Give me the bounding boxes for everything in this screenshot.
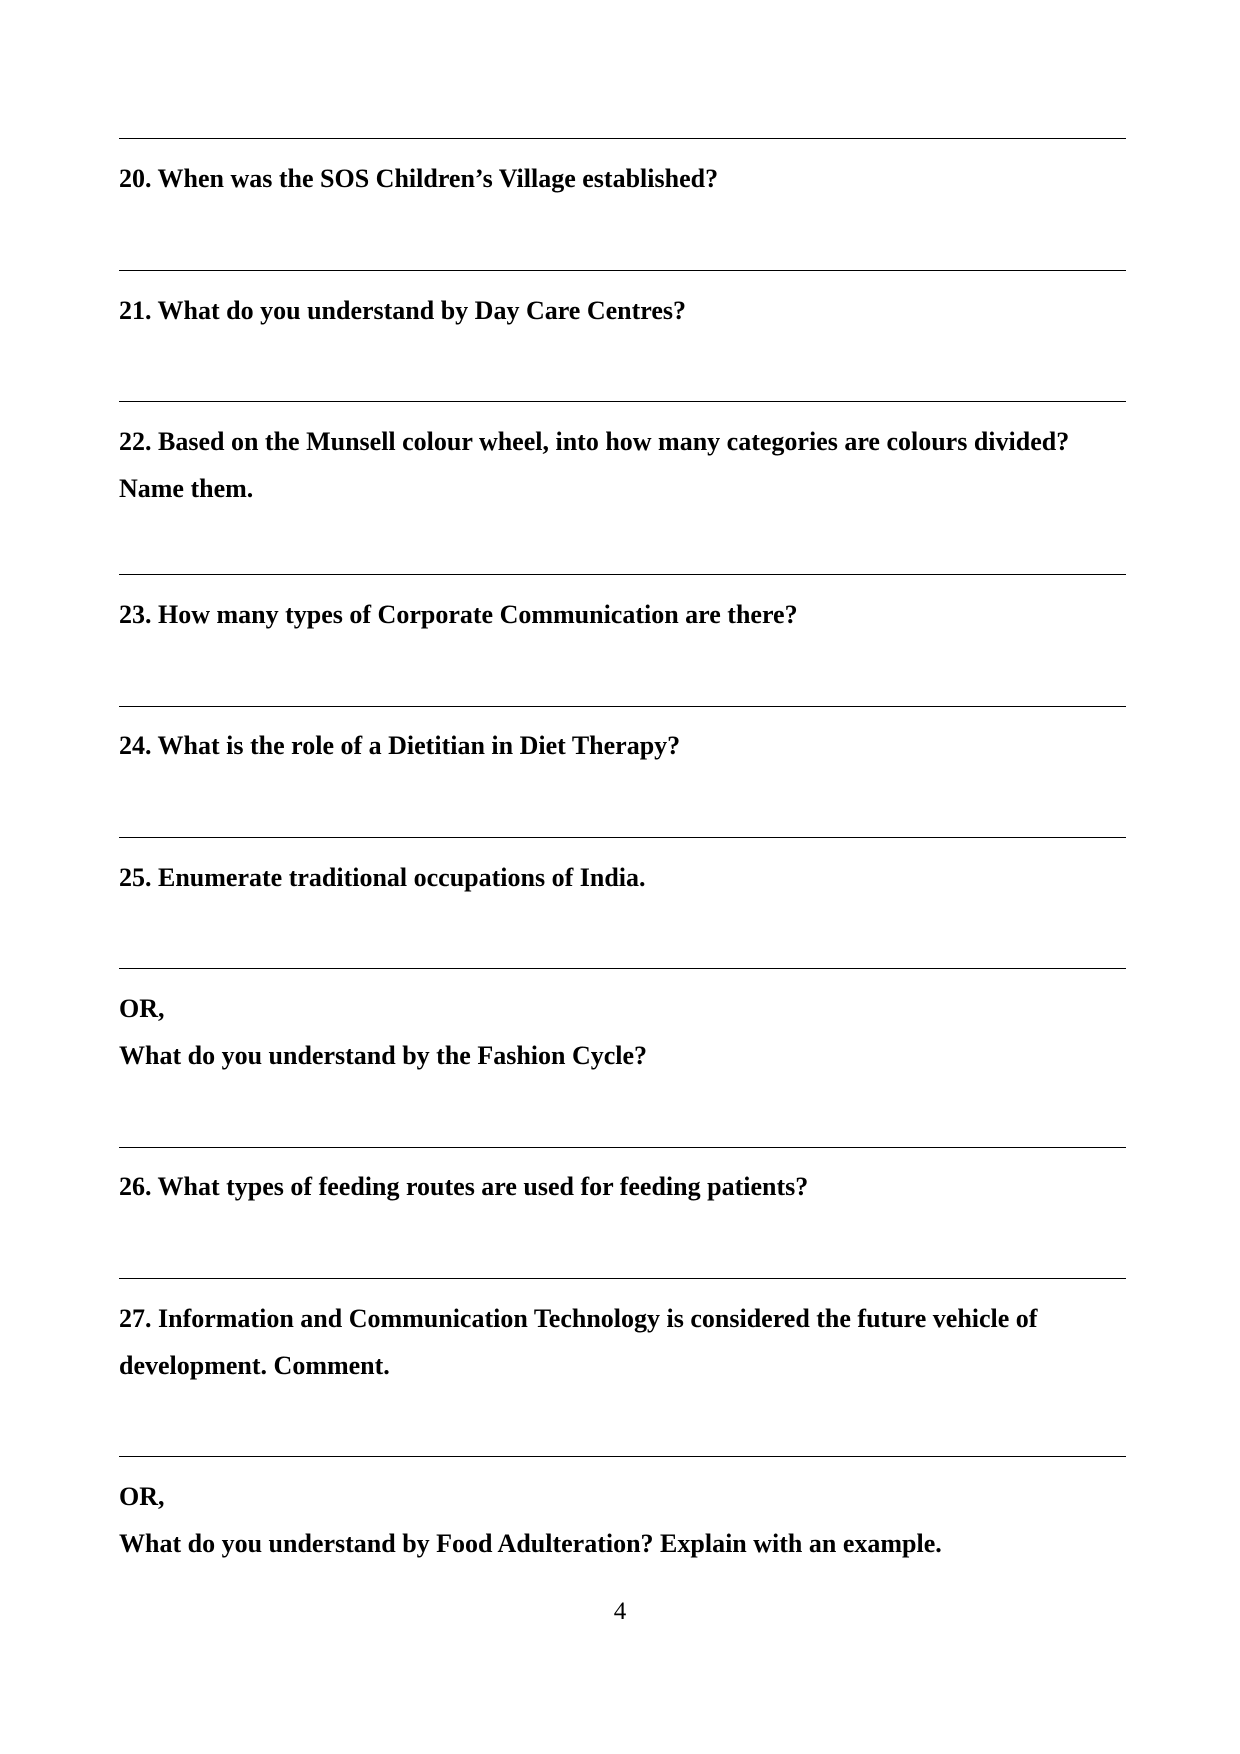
question-27-or: OR, [119,1482,165,1511]
question-21: 21. What do you understand by Day Care Centres? [119,296,687,325]
question-27-line-1: 27. Information and Communication Technology is considered the future vehicle of [119,1304,1038,1333]
answer-line [119,574,1126,575]
page-number: 4 [613,1598,627,1625]
question-27-alternative: What do you understand by Food Adulteration? Explain with an example. [119,1529,942,1558]
answer-line [119,968,1126,969]
answer-line [119,270,1126,271]
answer-line [119,837,1126,838]
question-23: 23. How many types of Corporate Communication are there? [119,600,798,629]
answer-line [119,138,1126,139]
question-26: 26. What types of feeding routes are used for feeding patients? [119,1172,809,1201]
question-22-line-2: Name them. [119,474,254,503]
answer-line [119,401,1126,402]
question-27-line-2: development. Comment. [119,1351,390,1380]
answer-line [119,1278,1126,1279]
question-25-or: OR, [119,994,165,1023]
question-24: 24. What is the role of a Dietitian in Diet Therapy? [119,731,681,760]
answer-line [119,1456,1126,1457]
question-20: 20. When was the SOS Children’s Village established? [119,164,719,193]
answer-line [119,706,1126,707]
question-22-line-1: 22. Based on the Munsell colour wheel, into how many categories are colours divided? [119,427,1070,456]
question-25: 25. Enumerate traditional occupations of India. [119,863,646,892]
answer-line [119,1147,1126,1148]
question-25-alternative: What do you understand by the Fashion Cycle? [119,1041,648,1070]
